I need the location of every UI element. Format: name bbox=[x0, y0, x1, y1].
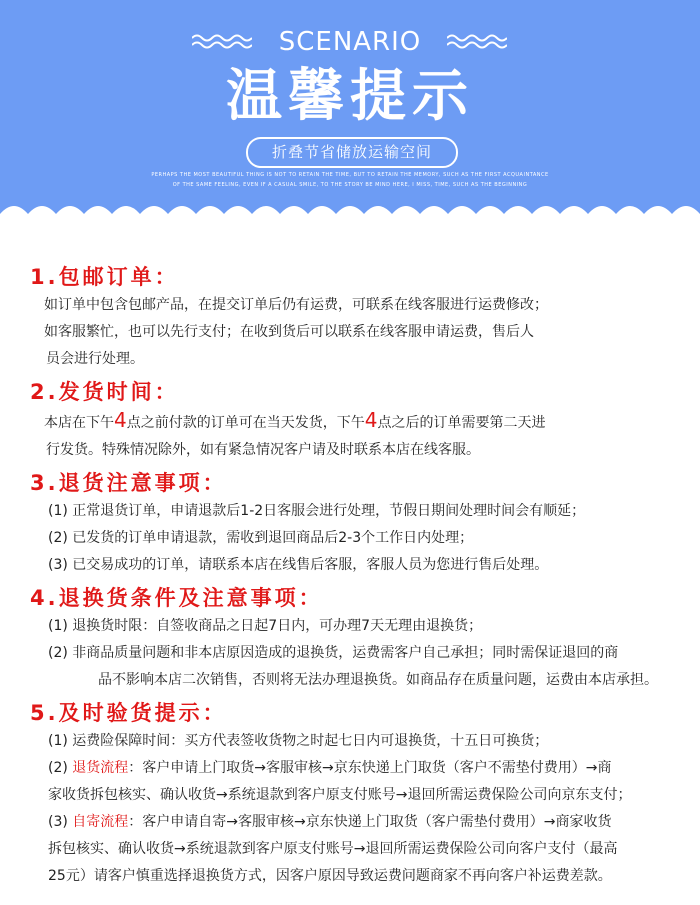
section-title: 1.包邮订单： bbox=[30, 265, 179, 289]
list-item: (1) 运费险保障时间：买方代表签收货物之时起七日内可退换货，十五日可换货； bbox=[48, 733, 549, 749]
wave-divider bbox=[0, 196, 700, 236]
list-item-continuation: 家收货拆包核实、确认收货→系统退款到客户原支付账号→退回所需运费保险公司向京东支付； bbox=[48, 787, 632, 803]
list-item: (1) 正常退货订单，申请退款后1-2日客服会进行处理，节假日期间处理时间会有顺延； bbox=[48, 503, 586, 519]
tiny-text-line-2: OF THE SAME FEELING, EVEN IF A CASUAL SMILE, TO THE STORY BE MIND HERE, I MISS, TIME, SUCH AS THE BEGINNING bbox=[172, 182, 528, 188]
section-return-notes bbox=[30, 468, 680, 579]
list-item: (2) 退货流程：客户申请上门取货→客服审核→京东快递上门取货（客户不需垫付费用）→商 bbox=[48, 760, 612, 776]
list-item: (2) 非商品质量问题和非本店原因造成的退换货，运费需客户自己承担；同时需保证退回的商 bbox=[48, 645, 619, 661]
paragraph-line: 行发货。特殊情况除外，如有紧急情况客户请及时联系本店在线客服。 bbox=[46, 442, 480, 458]
section-shipping-time bbox=[30, 377, 680, 464]
section-exchange-conditions bbox=[30, 583, 680, 694]
section-inspection-tips bbox=[30, 698, 680, 890]
return-process-label: 退货流程 bbox=[72, 760, 129, 776]
section-free-shipping bbox=[30, 262, 680, 373]
paragraph-line: 如订单中包含包邮产品，在提交订单后仍有运费，可联系在线客服进行运费修改； bbox=[44, 297, 548, 313]
section-title: 4.退换货条件及注意事项： bbox=[30, 586, 323, 610]
list-item: (1) 退换货时限：自签收商品之日起7日内，可办理7天无理由退换货； bbox=[48, 618, 483, 634]
scenario-heading: SCENARIO bbox=[278, 27, 422, 57]
paragraph-line: 本店在下午4点之前付款的订单可在当天发货，下午4点之后的订单需要第二天进 bbox=[44, 408, 546, 432]
subtitle-pill: 折叠节省储放运输空间 bbox=[246, 137, 458, 168]
list-item-continuation: 25元）请客户慎重选择退换货方式，因客户原因导致运费问题商家不再向客户补运费差款。 bbox=[48, 868, 612, 884]
list-item: (3) 已交易成功的订单，请联系本店在线售后客服，客服人员为您进行售后处理。 bbox=[48, 557, 549, 573]
paragraph-line: 员会进行处理。 bbox=[46, 351, 144, 367]
list-item: (3) 自寄流程：客户申请自寄→客服审核→京东快递上门取货（客户需垫付费用）→商家收货 bbox=[48, 814, 612, 830]
self-ship-process-label: 自寄流程 bbox=[72, 814, 129, 830]
page-title: 温馨提示 bbox=[226, 64, 474, 129]
section-title: 2.发货时间： bbox=[30, 380, 179, 404]
paragraph-line: 如客服繁忙，也可以先行支付；在收到货后可以联系在线客服申请运费，售后人 bbox=[44, 324, 534, 340]
tiny-text-line-1: PERHAPS THE MOST BEAUTIFUL THING IS NOT TO RETAIN THE TIME, BUT TO RETAIN THE MEMORY, SUCH AS THE FIRST ACQUAINTANCE bbox=[151, 172, 549, 178]
notice-content bbox=[30, 262, 680, 890]
wave-ornament-right bbox=[447, 33, 507, 51]
section-title: 3.退货注意事项： bbox=[30, 471, 227, 495]
list-item-continuation: 品不影响本店二次销售，否则将无法办理退换货。如商品存在质量问题，运费由本店承担。 bbox=[98, 672, 658, 688]
section-title: 5.及时验货提示： bbox=[30, 701, 227, 725]
header-banner bbox=[0, 0, 700, 225]
list-item: (2) 已发货的订单申请退款，需收到退回商品后2-3个工作日内处理； bbox=[48, 530, 474, 546]
list-item-continuation: 拆包核实、确认收货→系统退款到客户原支付账号→退回所需运费保险公司向客户支付（最高 bbox=[48, 841, 618, 857]
